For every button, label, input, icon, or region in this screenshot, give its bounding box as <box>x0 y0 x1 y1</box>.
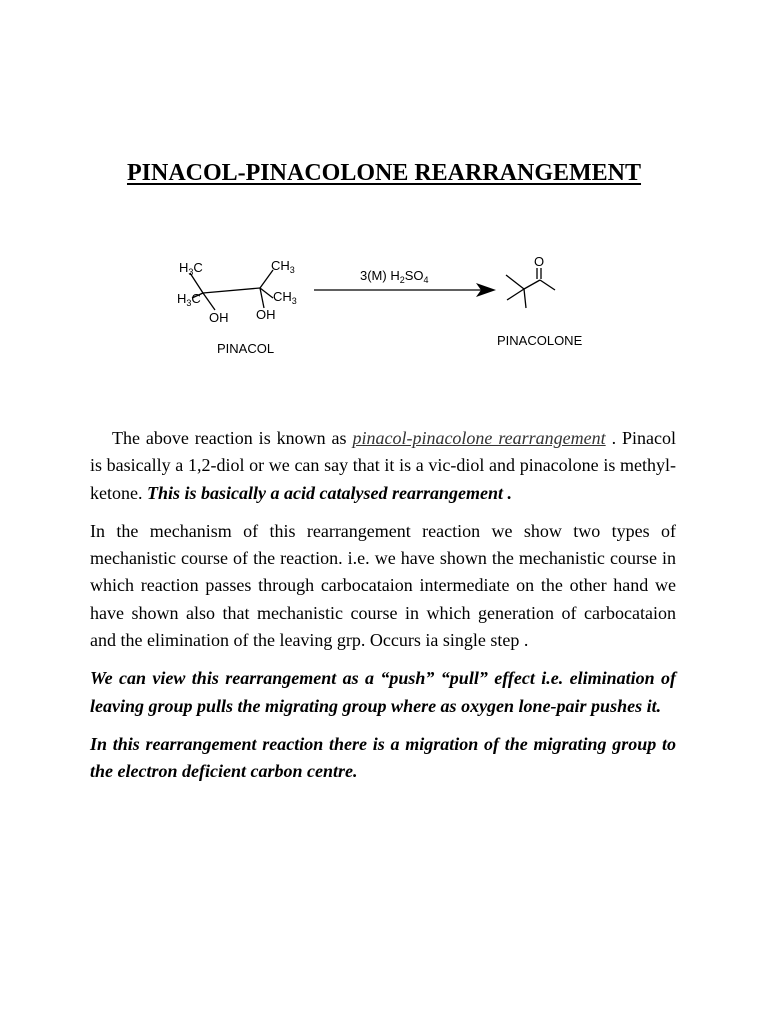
p1-text-middle: . Pinacol is basically a 1,2-diol or we can say that it is a vic-diol and pinacolone is methyl-ketone. <box>90 428 676 503</box>
paragraph-3: We can view this rearrangement as a “push” “pull” effect i.e. elimination of leaving group pulls the migrating group where as oxygen lone-pair pushes it. <box>90 668 676 716</box>
methyl-label-right-top: $CH_3$ <box>271 258 295 275</box>
page-title: PINACOL-PINACOLONE REARRANGEMENT <box>126 160 642 186</box>
reagent-label: 3(M) $H_2SO_4$ <box>360 268 429 285</box>
methyl-label-left-top: $H_3C$ <box>179 260 203 277</box>
hydroxyl-label-right: OH <box>256 307 276 322</box>
reactant-label: PINACOL <box>217 341 275 356</box>
p1-emphasis: This is basically a acid catalysed rearrangement . <box>146 482 512 503</box>
reaction-name-link[interactable]: pinacol-pinacolone rearrangement <box>352 428 606 448</box>
paragraph-2: In the mechanism of this rearrangement reaction we show two types of mechanistic course of the reaction. i.e. we have shown the mechanistic course in which reaction passes through carbocataion intermediate on the other hand we have shown also that mechanistic course in which generation of carbocataion and the elimination of the leaving grp. Occurs ia single step . <box>90 520 676 651</box>
methyl-label-left-bottom: $H_3C$ <box>177 291 201 308</box>
carbonyl-oxygen-label: O <box>534 254 545 269</box>
hydroxyl-label-left: OH <box>209 310 229 325</box>
pinacol-bonds <box>190 270 273 310</box>
paragraph-1 <box>90 425 676 507</box>
methyl-label-right-bottom: $CH_3$ <box>273 289 297 306</box>
paragraph-4: In this rearrangement reaction there is a migration of the migrating group to the electron deficient carbon centre. <box>90 733 676 782</box>
reaction-scheme <box>160 246 610 361</box>
p1-text-start: The above reaction is known as <box>112 428 353 448</box>
body-text <box>90 425 676 797</box>
pinacolone-bonds <box>506 268 555 308</box>
product-label: PINACOLONE <box>497 333 583 348</box>
